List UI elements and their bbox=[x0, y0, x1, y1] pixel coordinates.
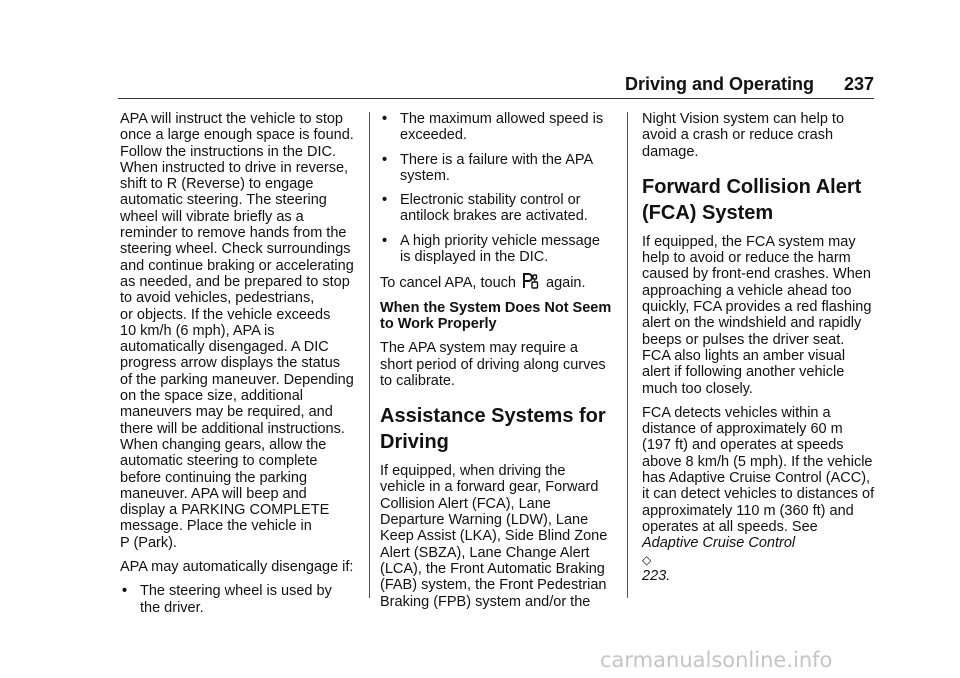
text-line: caused by front-end crashes. When bbox=[642, 266, 871, 283]
text-line: to avoid vehicles, pedestrians, bbox=[120, 290, 315, 307]
text-fragment: again. bbox=[546, 275, 586, 292]
text-line: Assistance Systems for bbox=[380, 405, 606, 428]
text-line: it can detect vehicles to distances of bbox=[642, 486, 875, 503]
text-line: is displayed in the DIC. bbox=[400, 249, 549, 266]
text-line: short period of driving along curves bbox=[380, 356, 606, 373]
text-line: system. bbox=[400, 167, 450, 184]
text-line: When instructed to drive in reverse, bbox=[120, 159, 349, 176]
text-line: When the System Does Not Seem bbox=[380, 299, 612, 316]
text-line: has Adaptive Cruise Control (ACC), bbox=[642, 470, 871, 487]
text-line: quickly, FCA provides a red flashing bbox=[642, 299, 872, 316]
text-line: shift to R (Reverse) to engage bbox=[120, 176, 314, 193]
text-line: Braking (FPB) system and/or the bbox=[380, 593, 591, 610]
text-line: The maximum allowed speed is bbox=[400, 111, 604, 127]
text-line: When changing gears, allow the bbox=[120, 436, 327, 453]
text-line: automatically disengaged. A DIC bbox=[120, 339, 329, 356]
page-header bbox=[118, 74, 874, 98]
text-line: vehicle in a forward gear, Forward bbox=[380, 479, 599, 496]
text-line: exceeded. bbox=[400, 127, 467, 144]
text-line: Alert (SBZA), Lane Change Alert bbox=[380, 544, 590, 561]
parking-assist-icon bbox=[522, 273, 540, 289]
text-line: progress arrow displays the status bbox=[120, 355, 341, 372]
column-3 bbox=[642, 111, 878, 592]
column-2 bbox=[380, 111, 615, 618]
text-line: distance of approximately 60 m bbox=[642, 421, 843, 438]
page-reference-icon: ◇ bbox=[642, 552, 652, 567]
bullet-marker: • bbox=[382, 111, 388, 127]
text-line: automatic steering to complete bbox=[120, 453, 318, 470]
text-line: Electronic stability control or bbox=[400, 192, 581, 209]
column-divider-1 bbox=[369, 112, 370, 598]
text-line: maneuver. APA will beep and bbox=[120, 485, 307, 502]
bullet-marker: • bbox=[122, 583, 128, 600]
text-line: reminder to remove hands from the bbox=[120, 225, 347, 242]
bullet-marker: • bbox=[382, 232, 388, 249]
text-line: help to avoid or reduce the harm bbox=[642, 250, 851, 267]
section-title-header: Driving and Operating bbox=[624, 74, 814, 94]
text-line: 10 km/h (6 mph), APA is bbox=[120, 322, 275, 339]
text-line: maneuvers may be required, and bbox=[120, 404, 333, 421]
text-line: avoid a crash or reduce crash bbox=[642, 127, 834, 144]
bullet-item bbox=[380, 233, 615, 266]
text-line: automatic steering. The steering bbox=[120, 192, 327, 209]
assistance-intro-paragraph bbox=[380, 463, 615, 610]
text-line: damage. bbox=[642, 143, 699, 160]
text-line: The steering wheel is used by bbox=[140, 583, 332, 600]
header-rule bbox=[118, 98, 874, 99]
text-line: or objects. If the vehicle exceeds bbox=[120, 306, 331, 323]
column-divider-2 bbox=[627, 112, 628, 598]
text-line: as needed, and be prepared to stop bbox=[120, 273, 350, 290]
text-line: FCA also lights an amber visual bbox=[642, 347, 846, 364]
text-line: The APA system may require a bbox=[380, 340, 578, 357]
bullet-item bbox=[380, 152, 615, 185]
text-line: to calibrate. bbox=[380, 372, 455, 389]
text-line: FCA detects vehicles within a bbox=[642, 404, 831, 421]
text-line: Departure Warning (LDW), Lane bbox=[380, 512, 589, 529]
fca-paragraph-1 bbox=[642, 234, 878, 397]
text-line: Keep Assist (LKA), Side Blind Zone bbox=[380, 528, 608, 545]
text-line: above 8 km/h (5 mph). If the vehicle bbox=[642, 453, 873, 470]
text-line: P (Park). bbox=[120, 534, 177, 551]
column-1 bbox=[120, 111, 356, 624]
disengage-intro: APA may automatically disengage if: bbox=[120, 559, 354, 576]
text-line: (197 ft) and operates at speeds bbox=[642, 437, 844, 454]
text-line: message. Place the vehicle in bbox=[120, 518, 312, 535]
watermark: carmanualsonline.info bbox=[600, 648, 833, 672]
reference-page: 223. bbox=[642, 567, 671, 584]
text-line: operates at all speeds. See bbox=[642, 518, 818, 535]
text-line: alert on the windshield and rapidly bbox=[642, 315, 862, 332]
text-line: the driver. bbox=[140, 599, 204, 616]
calibrate-paragraph bbox=[380, 340, 615, 389]
text-line: approaching a vehicle ahead too bbox=[642, 282, 852, 299]
text-line: alert if following another vehicle bbox=[642, 364, 845, 381]
cross-reference[interactable] bbox=[642, 535, 878, 584]
text-line: Night Vision system can help to bbox=[642, 111, 845, 127]
bullet-marker: • bbox=[382, 192, 388, 209]
text-line: before continuing the parking bbox=[120, 469, 308, 486]
night-vision-paragraph bbox=[642, 111, 878, 160]
text-line: beeps or pulses the driver seat. bbox=[642, 331, 845, 348]
text-line: antilock brakes are activated. bbox=[400, 208, 588, 225]
text-line: (FAB) system, the Front Pedestrian bbox=[380, 577, 607, 594]
bullet-item bbox=[380, 192, 615, 225]
text-line: and continue braking or accelerating bbox=[120, 257, 354, 274]
text-line: A high priority vehicle message bbox=[400, 232, 600, 249]
bullet-marker: • bbox=[382, 151, 388, 168]
text-line: (FCA) System bbox=[642, 201, 774, 224]
text-line: on the space size, additional bbox=[120, 388, 303, 405]
text-fragment: To cancel APA, touch bbox=[380, 275, 516, 292]
text-line: wheel will vibrate briefly as a bbox=[120, 208, 304, 225]
text-line: much too closely. bbox=[642, 380, 753, 397]
apa-instructions-paragraph bbox=[120, 111, 356, 551]
text-line: once a large enough space is found. bbox=[120, 127, 354, 144]
text-line: If equipped, when driving the bbox=[380, 463, 566, 480]
section-heading-assistance-systems bbox=[380, 403, 615, 455]
text-line: of the parking maneuver. Depending bbox=[120, 371, 354, 388]
text-line: approximately 110 m (360 ft) and bbox=[642, 502, 854, 519]
section-heading-fca bbox=[642, 174, 878, 226]
text-line: there will be additional instructions. bbox=[120, 420, 345, 437]
text-line: Follow the instructions in the DIC. bbox=[120, 143, 336, 160]
text-line: If equipped, the FCA system may bbox=[642, 233, 856, 250]
text-line: (LCA), the Front Automatic Braking bbox=[380, 560, 605, 577]
text-line: display a PARKING COMPLETE bbox=[120, 502, 330, 519]
bullet-item bbox=[380, 111, 615, 144]
cancel-apa-paragraph bbox=[380, 273, 615, 291]
text-line: There is a failure with the APA bbox=[400, 151, 594, 168]
page-number: 237 bbox=[843, 74, 874, 94]
text-line: Forward Collision Alert bbox=[642, 175, 862, 198]
bullet-item bbox=[120, 583, 356, 616]
reference-link-acc[interactable]: Adaptive Cruise Control bbox=[642, 535, 796, 552]
text-line: Collision Alert (FCA), Lane bbox=[380, 495, 551, 512]
text-line: APA will instruct the vehicle to stop bbox=[120, 111, 343, 127]
subheading-system-not-working bbox=[380, 300, 615, 333]
text-line: to Work Properly bbox=[380, 315, 497, 332]
fca-paragraph-2 bbox=[642, 405, 878, 584]
text-line: Driving bbox=[380, 431, 449, 454]
text-line: steering wheel. Check surroundings bbox=[120, 241, 351, 258]
